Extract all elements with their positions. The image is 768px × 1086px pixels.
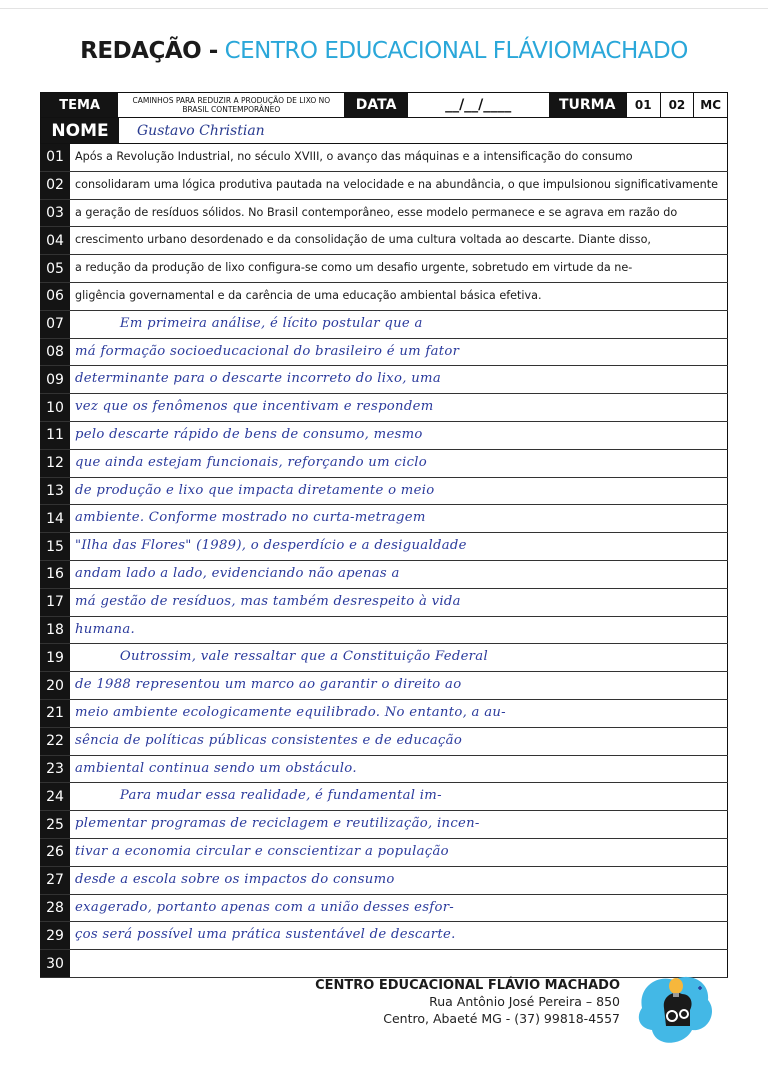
essay-line [40, 672, 728, 700]
line-text[interactable]: ambiente. Conforme mostrado no curta-metragem [70, 505, 728, 532]
date-field[interactable]: __/__/____ [445, 97, 512, 113]
line-number: 25 [40, 811, 70, 838]
essay-line [40, 311, 728, 339]
line-text[interactable]: meio ambiente ecologicamente equilibrado. No entanto, a au- [70, 700, 728, 727]
title-school: CENTRO EDUCACIONAL FLÁVIOMACHADO [224, 38, 688, 64]
turma-label: TURMA [549, 93, 626, 117]
school-logo-icon [634, 968, 718, 1052]
line-text[interactable]: Outrossim, vale ressaltar que a Constituição Federal [70, 644, 728, 671]
line-text: Após a Revolução Industrial, no século XVIII, o avanço das máquinas e a intensificação do consumo [70, 144, 728, 171]
tema-text: CAMINHOS PARA REDUZIR A PRODUÇÃO DE LIXO NO BRASIL CONTEMPORÂNEO [132, 96, 331, 114]
footer [260, 978, 620, 1027]
title-prefix: REDAÇÃO - [80, 38, 218, 64]
line-number: 06 [40, 283, 70, 310]
essay-line [40, 450, 728, 478]
line-text[interactable] [70, 950, 728, 977]
line-number: 18 [40, 617, 70, 644]
line-number: 16 [40, 561, 70, 588]
line-number: 08 [40, 339, 70, 366]
line-number: 13 [40, 478, 70, 505]
line-number: 27 [40, 867, 70, 894]
line-number: 11 [40, 422, 70, 449]
essay-line [40, 644, 728, 672]
line-text[interactable]: ambiental continua sendo um obstáculo. [70, 756, 728, 783]
essay-line [40, 950, 728, 978]
line-text[interactable]: sência de políticas públicas consistentes e de educação [70, 728, 728, 755]
essay-line [40, 283, 728, 311]
footer-address-line2: Centro, Abaeté MG - (37) 99818-4557 [383, 1011, 620, 1026]
line-text: consolidaram uma lógica produtiva pautada na velocidade e na abundância, o que impulsionou significativamente [70, 172, 728, 199]
tema-label: TEMA [41, 93, 118, 117]
line-text[interactable]: Em primeira análise, é lícito postular que a [70, 311, 728, 338]
essay-line [40, 200, 728, 228]
line-text[interactable]: má gestão de resíduos, mas também desrespeito à vida [70, 589, 728, 616]
line-text[interactable]: desde a escola sobre os impactos do consumo [70, 867, 728, 894]
essay-line [40, 478, 728, 506]
essay-line [40, 533, 728, 561]
line-number: 24 [40, 783, 70, 810]
essay-line [40, 922, 728, 950]
line-text[interactable]: vez que os fenômenos que incentivam e respondem [70, 394, 728, 421]
line-number: 22 [40, 728, 70, 755]
essay-line [40, 811, 728, 839]
line-text: a redução da produção de lixo configura-se como um desafio urgente, sobretudo em virtude da ne- [70, 255, 728, 282]
data-label: DATA [344, 93, 407, 117]
essay-lines [40, 144, 728, 978]
line-text[interactable]: Para mudar essa realidade, é fundamental im- [70, 783, 728, 810]
page-title [0, 38, 768, 64]
line-text[interactable]: ços será possível uma prática sustentável de descarte. [70, 922, 728, 949]
essay-line [40, 756, 728, 784]
line-number: 04 [40, 227, 70, 254]
line-text[interactable]: andam lado a lado, evidenciando não apenas a [70, 561, 728, 588]
essay-sheet [40, 92, 728, 978]
line-text: gligência governamental e da carência de uma educação ambiental básica efetiva. [70, 283, 728, 310]
top-divider [0, 8, 768, 9]
line-text: a geração de resíduos sólidos. No Brasil contemporâneo, esse modelo permanece e se agrava em razão do [70, 200, 728, 227]
line-number: 09 [40, 366, 70, 393]
essay-line [40, 505, 728, 533]
line-number: 23 [40, 756, 70, 783]
line-number: 15 [40, 533, 70, 560]
tema-row [40, 92, 728, 118]
line-number: 20 [40, 672, 70, 699]
essay-line [40, 172, 728, 200]
turma-option-mc[interactable]: MC [693, 93, 727, 117]
line-number: 21 [40, 700, 70, 727]
student-name[interactable]: Gustavo Christian [137, 122, 265, 139]
essay-line [40, 700, 728, 728]
line-number: 02 [40, 172, 70, 199]
line-text[interactable]: que ainda estejam funcionais, reforçando um ciclo [70, 450, 728, 477]
line-number: 03 [40, 200, 70, 227]
essay-line [40, 561, 728, 589]
line-text[interactable]: de 1988 representou um marco ao garantir o direito ao [70, 672, 728, 699]
essay-line [40, 867, 728, 895]
line-number: 19 [40, 644, 70, 671]
line-number: 05 [40, 255, 70, 282]
footer-address-line1: Rua Antônio José Pereira – 850 [429, 994, 620, 1009]
essay-line [40, 144, 728, 172]
line-text[interactable]: exagerado, portanto apenas com a união desses esfor- [70, 895, 728, 922]
line-number: 07 [40, 311, 70, 338]
essay-line [40, 895, 728, 923]
line-number: 10 [40, 394, 70, 421]
line-number: 17 [40, 589, 70, 616]
nome-label: NOME [41, 118, 119, 143]
line-number: 01 [40, 144, 70, 171]
line-text[interactable]: determinante para o descarte incorreto do lixo, uma [70, 366, 728, 393]
essay-line [40, 366, 728, 394]
line-text[interactable]: má formação socioeducacional do brasileiro é um fator [70, 339, 728, 366]
line-number: 14 [40, 505, 70, 532]
essay-line [40, 839, 728, 867]
nome-row [40, 118, 728, 144]
turma-option-02[interactable]: 02 [660, 93, 694, 117]
line-text[interactable]: humana. [70, 617, 728, 644]
line-number: 30 [40, 950, 70, 977]
line-text[interactable]: tivar a economia circular e conscientizar a população [70, 839, 728, 866]
line-number: 26 [40, 839, 70, 866]
essay-line [40, 728, 728, 756]
line-text[interactable]: "Ilha das Flores" (1989), o desperdício e a desigualdade [70, 533, 728, 560]
line-text: crescimento urbano desordenado e da consolidação de uma cultura voltada ao descarte. Diante disso, [70, 227, 728, 254]
essay-line [40, 589, 728, 617]
essay-line [40, 227, 728, 255]
line-number: 28 [40, 895, 70, 922]
line-number: 29 [40, 922, 70, 949]
footer-school-name: CENTRO EDUCACIONAL FLÁVIO MACHADO [315, 978, 620, 993]
line-number: 12 [40, 450, 70, 477]
line-text[interactable]: pelo descarte rápido de bens de consumo, mesmo [70, 422, 728, 449]
essay-line [40, 255, 728, 283]
line-text[interactable]: plementar programas de reciclagem e reutilização, incen- [70, 811, 728, 838]
essay-line [40, 617, 728, 645]
essay-line [40, 339, 728, 367]
essay-line [40, 422, 728, 450]
essay-line [40, 783, 728, 811]
line-text[interactable]: de produção e lixo que impacta diretamente o meio [70, 478, 728, 505]
essay-line [40, 394, 728, 422]
turma-option-01[interactable]: 01 [626, 93, 660, 117]
